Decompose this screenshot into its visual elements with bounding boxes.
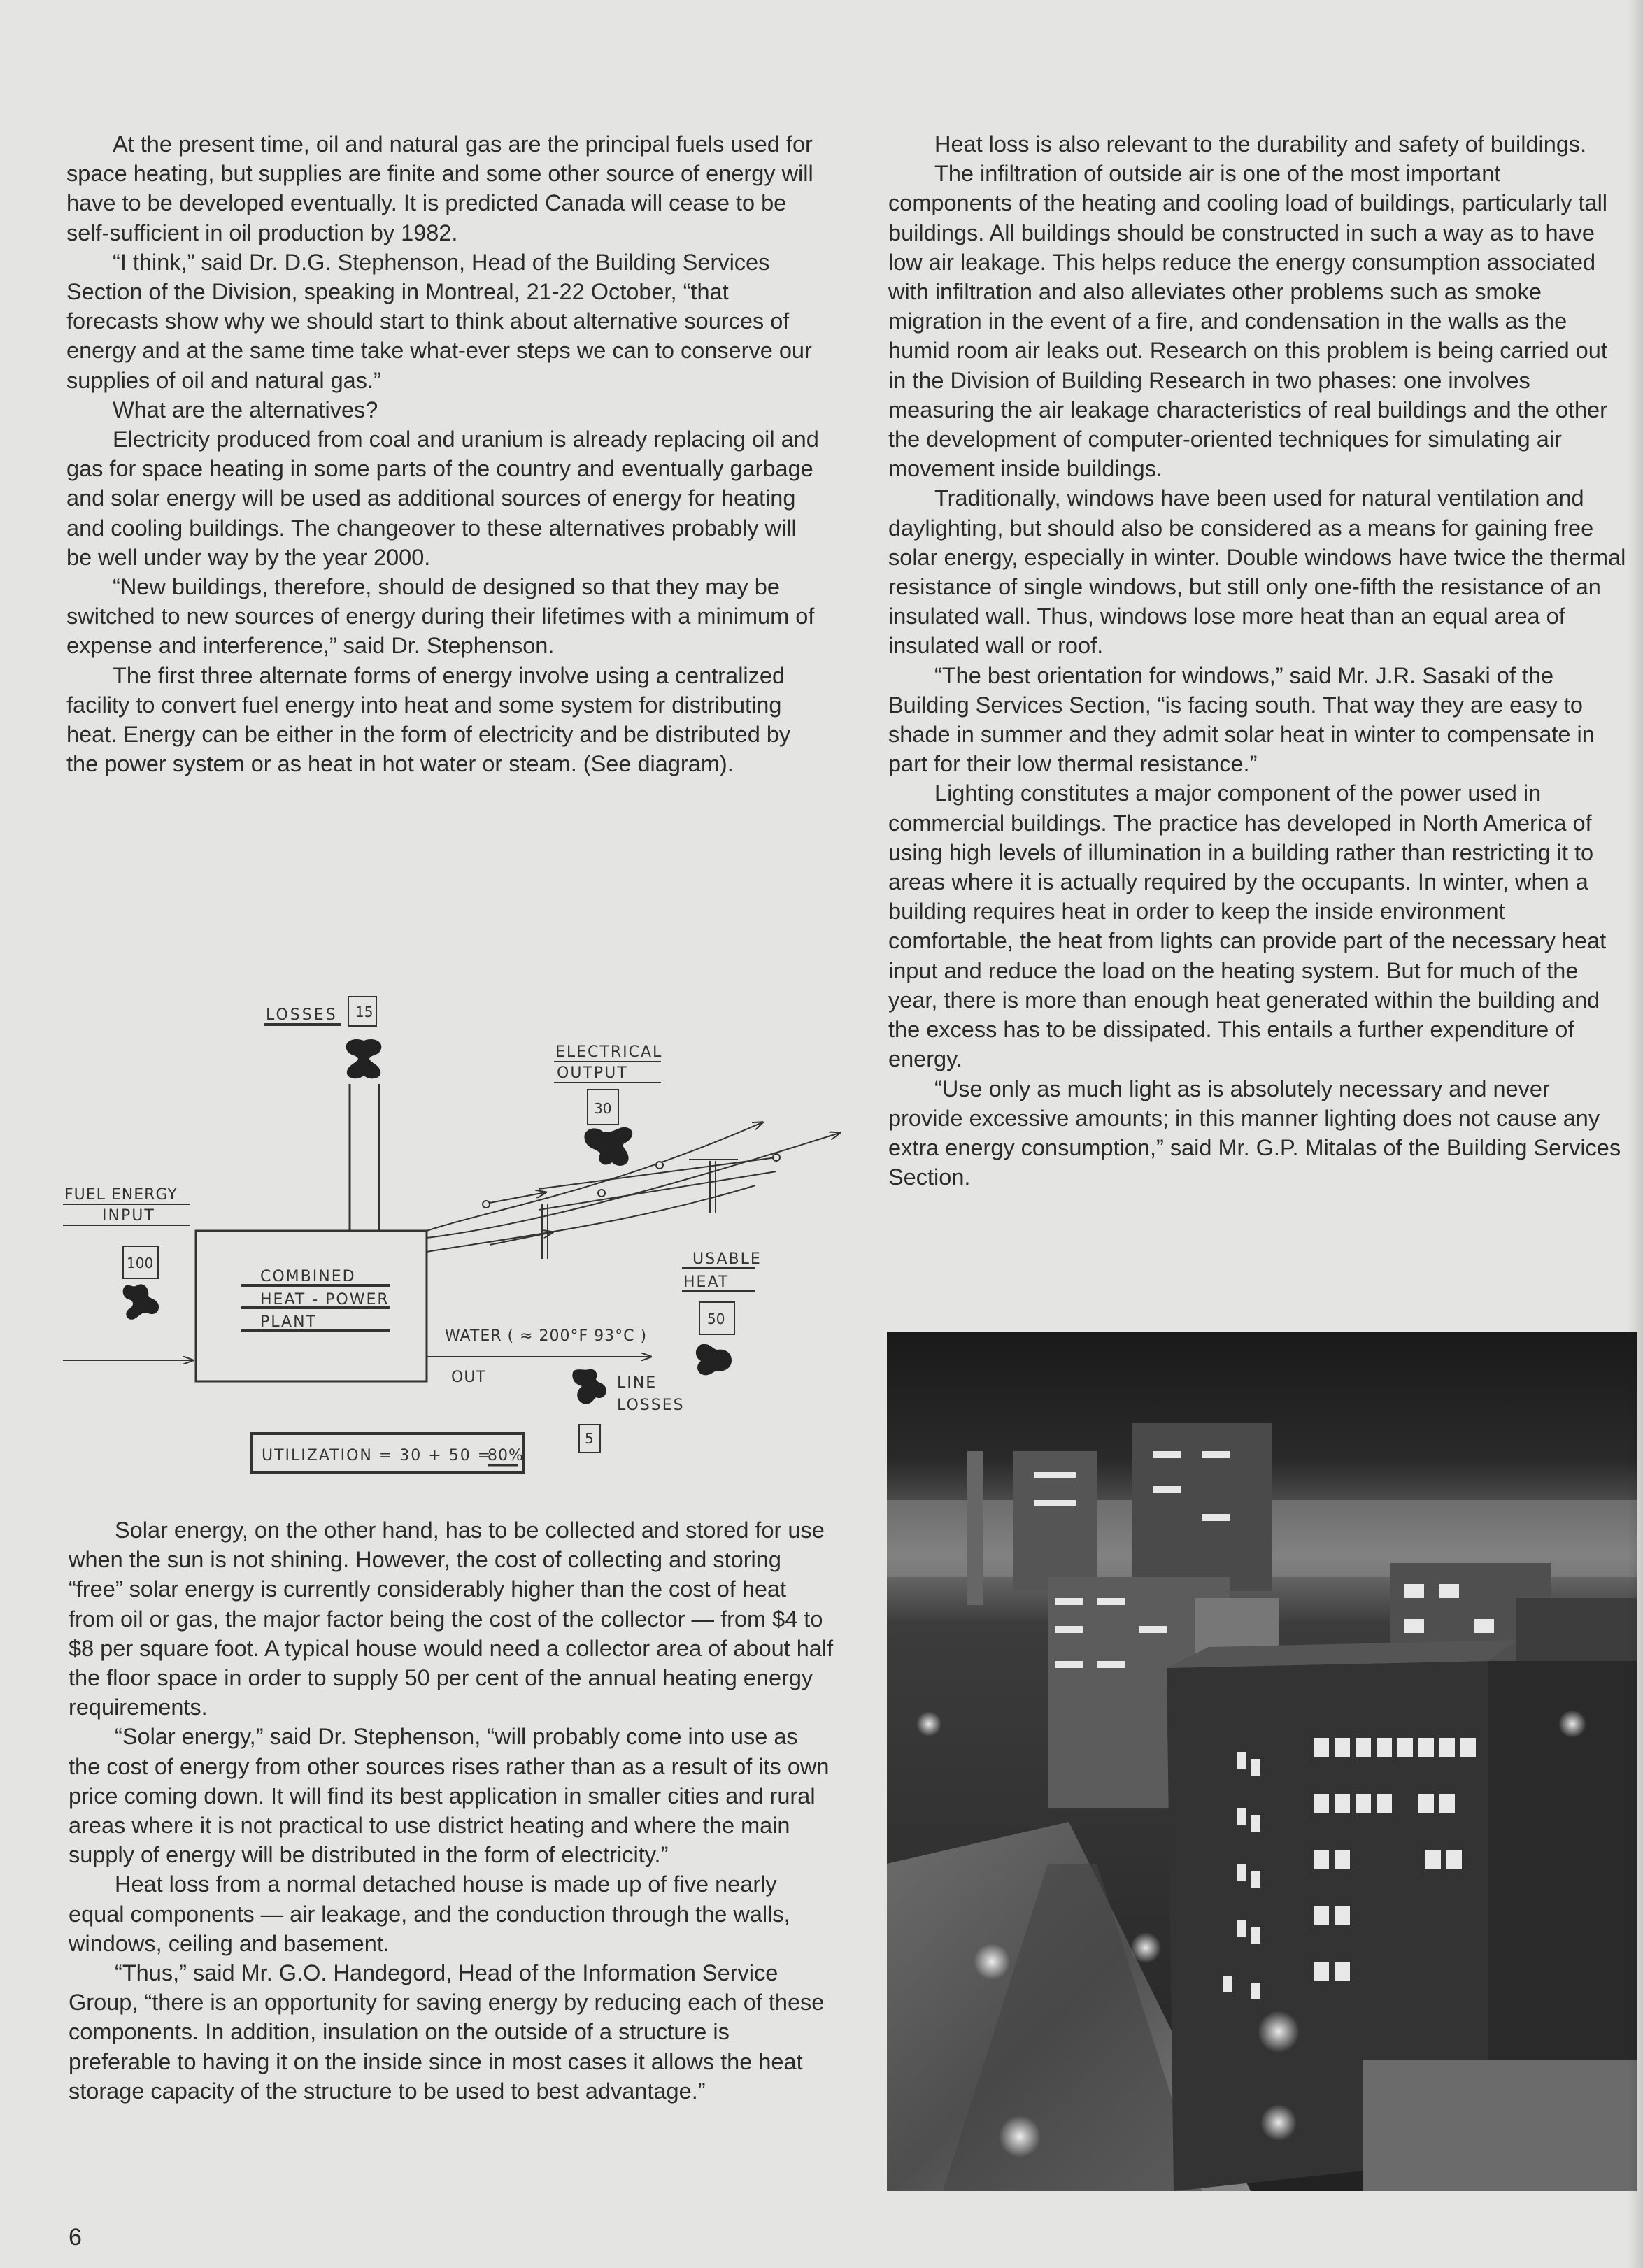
fuel-input-value: 100 (127, 1255, 154, 1271)
page-number: 6 (69, 2224, 82, 2251)
usable-heat-flow-icon (696, 1344, 732, 1375)
plant-label-1: COMBINED (260, 1268, 356, 1285)
electrical-output-value: 30 (594, 1100, 612, 1117)
usable-heat-label-2: HEAT (683, 1274, 730, 1291)
usable-heat-label-1: USABLE (692, 1250, 762, 1268)
paragraph: Solar energy, on the other hand, has to be collected and stored for use when the sun is not shining. However, the cost of collecting and storing “free” solar energy is currently considerably higher than the cost of heat from oil or gas, the major factor being the cost of the collector — from $4 to $8 per square foot. A typical house would need a collector area of about half the floor space in order to supply 50 per cent of the annual heating energy requirements. (69, 1518, 834, 1720)
fuel-flow-icon (123, 1284, 159, 1319)
usable-heat-value: 50 (707, 1311, 725, 1327)
fuel-input-label-1: FUEL ENERGY (64, 1186, 178, 1204)
out-label: OUT (451, 1369, 486, 1386)
energy-flow-diagram (56, 979, 853, 1497)
left-column-bottom (69, 1515, 834, 2106)
paragraph: Heat loss is also relevant to the durability and safety of buildings. (934, 131, 1587, 157)
electrical-output-label-1: ELECTRICAL (555, 1043, 663, 1061)
paragraph: The first three alternate forms of energy involve using a centralized facility to convert fuel energy into heat and some system for distributing heat. Energy can be either in the form of electricity and be distributed by the power system or as heat in hot water or steam. (See diagram). (66, 662, 791, 777)
right-column (888, 129, 1626, 1192)
utilization-text: UTILIZATION = 30 + 50 = (262, 1447, 492, 1464)
line-losses-value: 5 (585, 1430, 594, 1447)
water-label: WATER ( ≈ 200°F 93°C ) (445, 1327, 648, 1345)
page-edge-shadow (1628, 0, 1643, 2268)
paragraph: Lighting constitutes a major component of the power used in commercial buildings. The practice has developed in North America of using high levels of illumination in a building rather than restricting it to areas where it is actually required by the occupants. In winter, when a building requires heat in order to keep the inside environment comfortable, the heat from lights can provide part of the necessary heat input and reduce the load on the heating system. But for much of the year, there is more than enough heat generated within the building and the excess has to be dissipated. This entails a further expenditure of energy. (888, 780, 1607, 1072)
paragraph: “Solar energy,” said Dr. Stephenson, “will probably come into use as the cost of energy from other sources rises rather than as a result of its own price coming down. It will find its best application in smaller cities and rural areas where it is not practical to use district heating and where the main supply of energy will be distributed in the form of electricity.” (69, 1724, 830, 1868)
losses-label: LOSSES (266, 1006, 338, 1024)
line-losses-flow-icon (572, 1369, 606, 1404)
paragraph: “Thus,” said Mr. G.O. Handegord, Head of the Information Service Group, “there is an opportunity for saving energy by reducing each of these components. In addition, insulation on the outside of a structure is preferable to having it on the inside since in most cases it allows the heat storage capacity of the structure to be used to best advantage.” (69, 1960, 825, 2104)
paragraph: Heat loss from a normal detached house is made up of five nearly equal components — air leakage, and the conduction through the walls, windows, ceiling and basement. (69, 1871, 790, 1956)
city-night-photo (887, 1332, 1637, 2191)
left-column-top (66, 129, 825, 778)
paragraph: At the present time, oil and natural gas are the principal fuels used for space heating, but supplies are finite and some other source of energy will have to be developed eventually. It is predicted Canada will cease to be self-sufficient in oil production by 1982. (66, 131, 813, 245)
paragraph: Electricity produced from coal and uranium is already replacing oil and gas for space heating in some parts of the country and eventually garbage and solar energy will be used as additional sources of energy for heating and cooling buildings. The changeover to these alternatives probably will be well under way by the year 2000. (66, 427, 819, 570)
paragraph: “Use only as much light as is absolutely necessary and never provide excessive amounts; in this manner lighting does not cause any extra energy consumption,” said Mr. G.P. Mitalas of the Building Services Section. (888, 1076, 1621, 1190)
paragraph: Traditionally, windows have been used for natural ventilation and daylighting, but should also be considered as a means for gaining free solar energy, especially in winter. Double windows have twice the thermal resistance of single windows, but still only one-fifth the resistance of an insulated wall. Thus, windows lose more heat than an equal area of insulated wall or roof. (888, 485, 1626, 659)
paragraph: “The best orientation for windows,” said Mr. J.R. Sasaki of the Building Services Section, “is facing south. That way they are easy to shade in summer and they admit solar heat in winter to compensate in part for their low thermal resistance.” (888, 662, 1595, 777)
fuel-input-label-2: INPUT (102, 1207, 155, 1225)
losses-value: 15 (355, 1004, 374, 1020)
paragraph: “I think,” said Dr. D.G. Stephenson, Head of the Building Services Section of the Division, speaking in Montreal, 21-22 October, “that forecasts show why we should start to think about alternative sources of energy and at the same time take what-ever steps we can to conserve our supplies of oil and natural gas.” (66, 249, 812, 393)
electrical-output-label-2: OUTPUT (557, 1064, 628, 1082)
paragraph: The infiltration of outside air is one of the most important components of the heating and cooling load of buildings, particularly tall buildings. All buildings should be constructed in such a way as to have low air leakage. This helps reduce the energy consumption associated with infiltration and also alleviates other problems such as smoke migration in the event of a fire, and condensation in the walls as the humid room air leaks out. Research on this problem is being carried out in the Division of Building Research in two phases: one involves measuring the air leakage characteristics of real buildings and the other the development of computer-oriented techniques for simulating air movement inside buildings. (888, 161, 1608, 482)
line-losses-label-1: LINE (617, 1374, 657, 1392)
utilization-result: 80% (488, 1447, 524, 1464)
plant-label-2: HEAT - POWER (260, 1291, 390, 1308)
electrical-flow-icon (584, 1127, 632, 1166)
losses-flow-icon (346, 1039, 382, 1078)
line-losses-label-2: LOSSES (617, 1397, 685, 1414)
plant-label-3: PLANT (260, 1313, 317, 1331)
paragraph: What are the alternatives? (113, 397, 378, 422)
paragraph: “New buildings, therefore, should de designed so that they may be switched to new sources of energy during their lifetimes with a minimum of expense and interference,” said Dr. Stephenson. (66, 574, 815, 659)
